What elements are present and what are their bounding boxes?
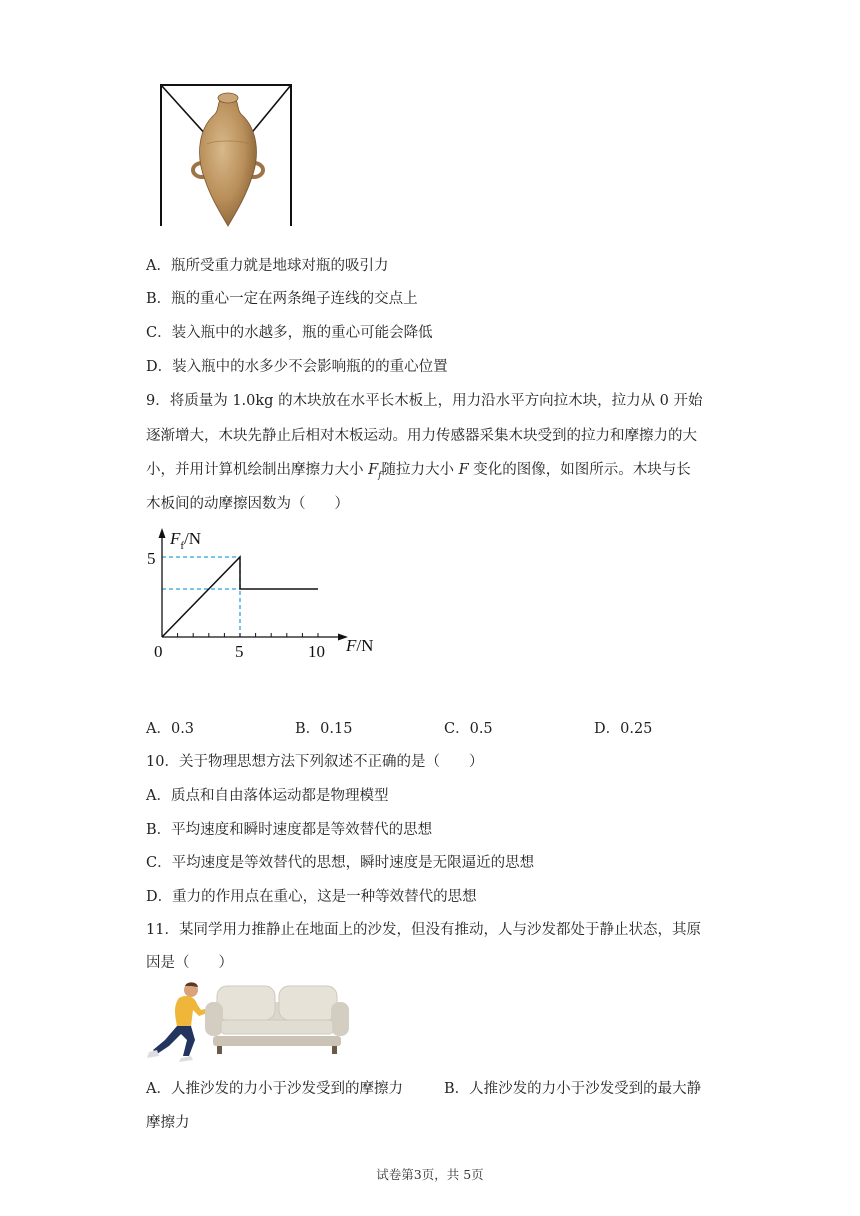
q9-stem-line3: 小，并用计算机绘制出摩擦力大小 $F_f$随拉力大小 F 变化的图像，如图所示。木块与长 [146, 462, 691, 481]
q9-stem-line1: 9．将质量为 1.0kg 的木块放在水平长木板上，用力沿水平方向拉木块，拉力从 0 开始 [146, 393, 703, 409]
y-axis-label: $F_f/N$ [170, 529, 202, 552]
vase-figure [155, 84, 297, 228]
q9-option-b: B．0.15 [295, 721, 353, 737]
q9-stem-line4: 木板间的动摩擦因数为（ ） [146, 496, 349, 512]
q10-option-a: A．质点和自由落体运动都是物理模型 [146, 788, 389, 804]
q10-option-d: D．重力的作用点在重心，这是一种等效替代的思想 [146, 889, 477, 905]
q8-option-b: B．瓶的重心一定在两条绳子连线的交点上 [146, 291, 418, 307]
y-tick-label-5: 5 [147, 549, 156, 568]
page-footer: 试卷第3页，共 5页 [376, 1167, 484, 1182]
friction-graph [140, 522, 390, 668]
q8-option-d: D．装入瓶中的水多少不会影响瓶的的重心位置 [146, 359, 448, 375]
q10-stem: 10．关于物理思想方法下列叙述不正确的是（ ） [146, 754, 484, 770]
x-tick-label-10: 10 [308, 642, 325, 661]
series-line-0 [162, 557, 318, 637]
x-tick-label-5: 5 [235, 642, 244, 661]
sofa-push-figure [143, 980, 349, 1066]
q11-option-b: B．人推沙发的力小于沙发受到的最大静 [444, 1081, 702, 1097]
q9-option-c: C．0.5 [444, 721, 493, 737]
q8-option-c: C．装入瓶中的水越多，瓶的重心可能会降低 [146, 325, 433, 341]
q11-option-b-cont: 摩擦力 [146, 1115, 190, 1131]
q9-option-a: A．0.3 [146, 721, 195, 737]
y-axis-arrow [159, 528, 166, 538]
q8-option-a: A．瓶所受重力就是地球对瓶的吸引力 [146, 258, 389, 274]
q9-stem-line2: 逐渐增大，木块先静止后相对木板运动。用力传感器采集木块受到的拉力和摩擦力的大 [146, 428, 697, 444]
q11-stem-line2: 因是（ ） [146, 955, 233, 971]
x-axis-label: F/N [346, 636, 374, 655]
x-tick-label-0: 0 [154, 642, 163, 661]
q9-option-d: D．0.25 [594, 721, 653, 737]
q11-stem-line1: 11．某同学用力推静止在地面上的沙发，但没有推动，人与沙发都处于静止状态，其原 [146, 922, 701, 938]
q10-option-c: C．平均速度是等效替代的思想，瞬时速度是无限逼近的思想 [146, 855, 535, 871]
q10-option-b: B．平均速度和瞬时速度都是等效替代的思想 [146, 822, 433, 838]
q11-option-a: A．人推沙发的力小于沙发受到的摩擦力 [146, 1081, 403, 1097]
